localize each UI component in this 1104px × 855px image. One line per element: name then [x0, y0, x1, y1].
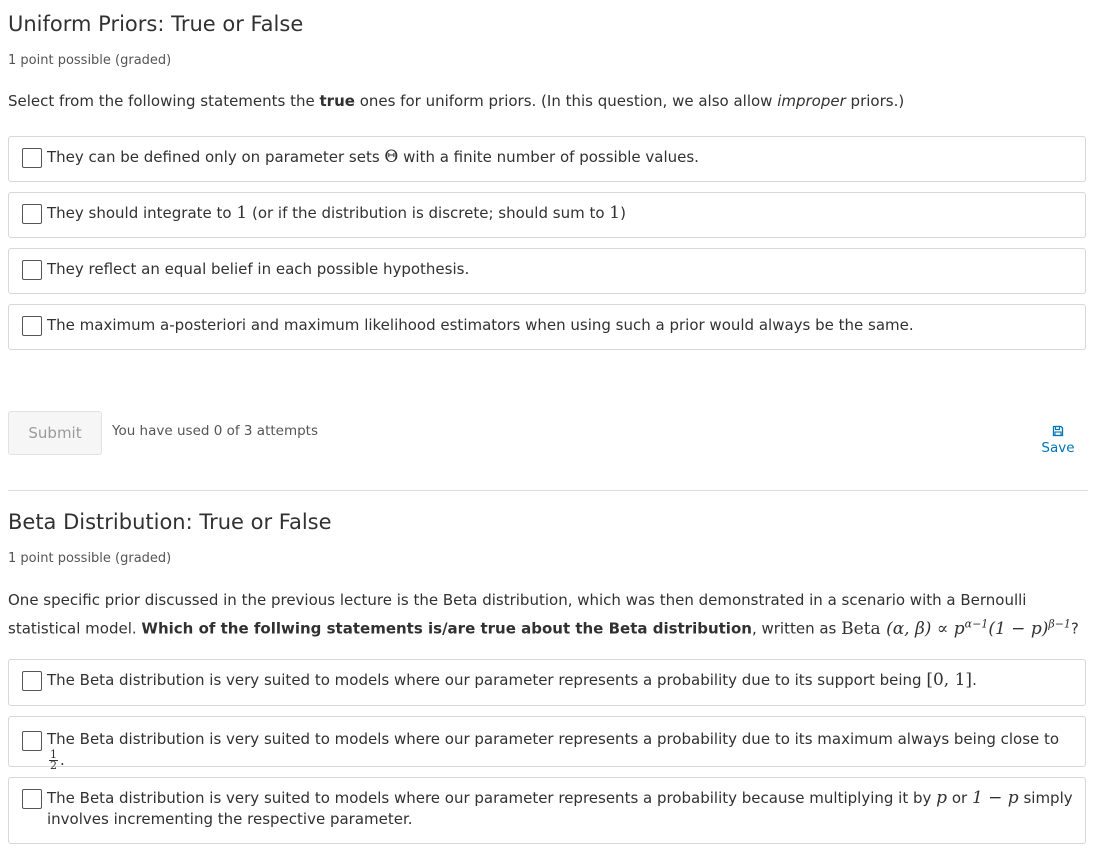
choice-text: The Beta distribution is very suited to models where our parameter represents a probability due to its maximum always being close to	[47, 730, 1060, 748]
checkbox[interactable]	[22, 671, 42, 691]
choice-option[interactable]	[8, 777, 1086, 844]
beta-formula	[841, 619, 1071, 639]
checkbox[interactable]	[22, 316, 42, 336]
choice-text: They reflect an equal belief in each possible hypothesis.	[47, 260, 470, 278]
prompt-text: , written as	[751, 619, 842, 638]
prompt-text: priors.)	[845, 92, 905, 110]
problem-title: Uniform Priors: True or False	[8, 12, 304, 36]
formula-exponent: α−1	[964, 617, 989, 630]
math-symbol: Θ	[384, 147, 399, 167]
prompt-text: One specific prior discussed in the previous lecture is the Beta distribution, which was then demonstrated in a scenario with a Bernoulli statistical model.	[8, 591, 1027, 638]
checkbox[interactable]	[22, 148, 42, 168]
choice-text: with a finite number of possible values.	[398, 148, 699, 166]
choice-text: The Beta distribution is very suited to models where our parameter represents a probability because multiplying it by	[47, 789, 937, 807]
submit-button[interactable]: Submit	[8, 411, 102, 455]
choice-text: (or if the distribution is discrete; should sum to	[247, 204, 610, 222]
checkbox[interactable]	[22, 789, 42, 809]
formula-part: Beta	[841, 618, 881, 639]
checkbox[interactable]	[22, 204, 42, 224]
question-prompt	[8, 589, 1090, 641]
math-symbol: 1	[609, 203, 621, 223]
choice-option[interactable]	[8, 248, 1086, 294]
formula-part: p	[953, 618, 965, 639]
save-button[interactable]	[1038, 425, 1078, 457]
attempts-label: You have used 0 of 3 attempts	[112, 423, 319, 439]
choice-text: or	[947, 789, 972, 807]
fraction	[49, 750, 58, 771]
choice-option[interactable]	[8, 192, 1086, 238]
choice-option[interactable]	[8, 659, 1086, 706]
problem-title: Beta Distribution: True or False	[8, 510, 332, 534]
prompt-bold: Which of the follwing statements is/are true about the Beta distribution	[141, 619, 752, 638]
section-divider	[8, 490, 1088, 491]
prompt-text: ones for uniform priors. (In this question, we also allow	[354, 92, 778, 110]
formula-exponent: β−1	[1048, 617, 1071, 630]
math-symbol: 1 − p	[971, 788, 1019, 808]
math-symbol: [0, 1]	[926, 670, 973, 690]
choice-option[interactable]	[8, 304, 1086, 350]
points-label: 1 point possible (graded)	[8, 551, 172, 566]
choice-text: The Beta distribution is very suited to models where our parameter represents a probability due to its support being	[47, 671, 927, 689]
formula-part: (1 − p)	[988, 618, 1049, 639]
choice-text: .	[972, 671, 977, 689]
prompt-italic: improper	[777, 92, 846, 110]
formula-part: ∝	[931, 618, 954, 639]
choice-text: The maximum a-posteriori and maximum likelihood estimators when using such a prior would always be the same.	[47, 316, 914, 334]
choice-text: They should integrate to	[47, 204, 237, 222]
prompt-bold: true	[319, 92, 355, 110]
prompt-text: ?	[1070, 619, 1079, 638]
fraction-numerator: 1	[50, 748, 57, 761]
math-symbol: p	[936, 788, 948, 808]
checkbox[interactable]	[22, 731, 42, 751]
choice-text: .	[60, 751, 65, 769]
choice-text: )	[620, 204, 626, 222]
prompt-text: Select from the following statements the	[8, 92, 320, 110]
checkbox[interactable]	[22, 260, 42, 280]
formula-part: (α, β)	[886, 618, 932, 639]
math-symbol: 1	[236, 203, 248, 223]
choice-text: simply involves incrementing the respective parameter.	[47, 789, 1073, 828]
choice-option[interactable]	[8, 136, 1086, 182]
points-label: 1 point possible (graded)	[8, 53, 172, 68]
save-icon	[1052, 425, 1064, 437]
choice-text: They can be defined only on parameter sets	[47, 148, 385, 166]
fraction-denominator: 2	[50, 759, 57, 772]
save-label: Save	[1041, 440, 1075, 456]
choice-option[interactable]	[8, 716, 1086, 772]
question-prompt	[8, 90, 1088, 113]
